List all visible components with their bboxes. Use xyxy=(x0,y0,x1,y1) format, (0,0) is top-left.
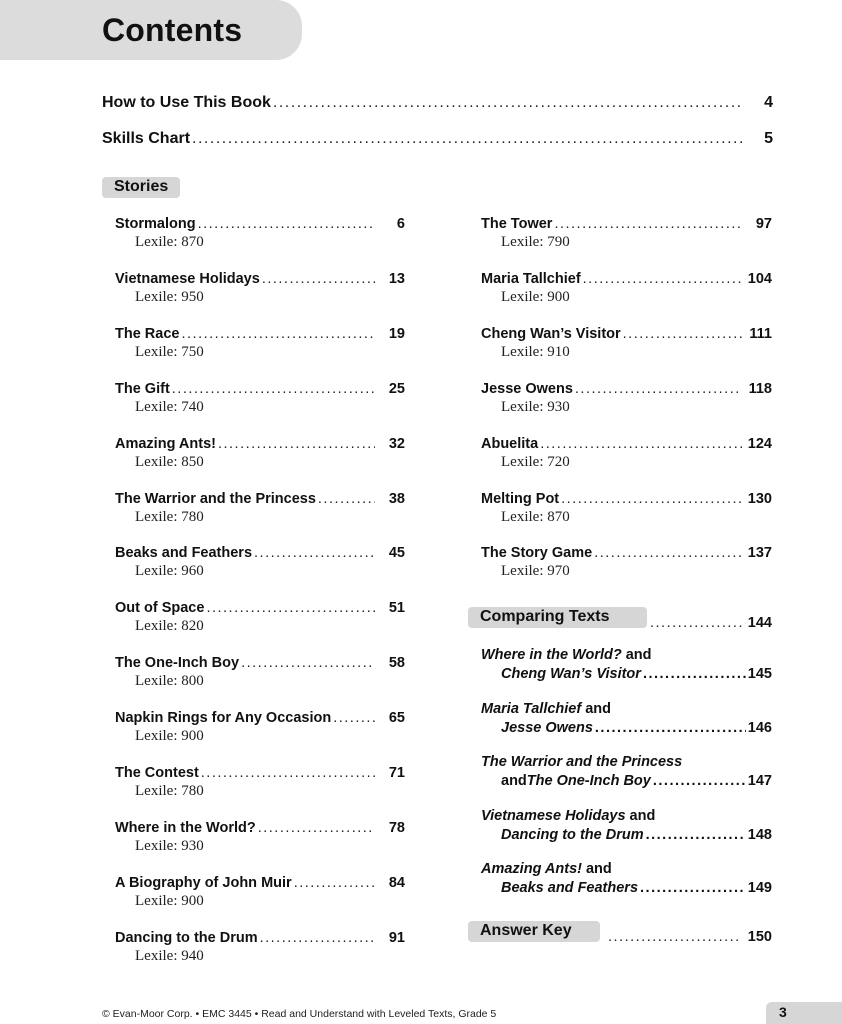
story-page: 137 xyxy=(747,545,772,562)
story-entry-row xyxy=(115,381,405,397)
dot-leader xyxy=(650,615,742,631)
dot-leader xyxy=(583,271,742,287)
comparing-line-2 xyxy=(481,773,772,789)
dot-leader xyxy=(254,545,375,561)
story-entry-row xyxy=(481,436,772,452)
story-entry-row xyxy=(481,381,772,397)
comparing-line-1 xyxy=(481,754,772,770)
comparing-line-2 xyxy=(481,720,772,736)
dot-leader xyxy=(181,326,375,342)
comparing-entry[interactable] xyxy=(481,701,772,736)
dot-leader xyxy=(206,600,375,616)
lexile-level: Lexile: 780 xyxy=(135,783,204,799)
story-entry-row xyxy=(115,600,405,616)
story-page: 111 xyxy=(749,325,772,342)
text-title-a: Amazing Ants! xyxy=(481,861,582,878)
dot-leader xyxy=(646,827,746,843)
lexile-level: Lexile: 900 xyxy=(135,728,204,745)
story-title: Cheng Wan’s Visitor xyxy=(481,325,621,342)
story-title: The One-Inch Boy xyxy=(115,655,240,672)
story-entry-row xyxy=(115,820,405,836)
text-title-a: Maria Tallchief xyxy=(481,700,582,717)
story-title: The Gift xyxy=(115,380,170,397)
comparing-line-1 xyxy=(481,647,772,663)
lexile-level: Lexile: 960 xyxy=(135,563,204,580)
story-entry[interactable] xyxy=(481,271,772,306)
lexile-level: Lexile: 900 xyxy=(135,892,204,909)
story-title: Maria Tallchief xyxy=(481,270,581,287)
dot-leader xyxy=(258,820,375,836)
conjunction: and xyxy=(501,773,527,790)
story-entry-row xyxy=(115,216,405,232)
story-page: 51 xyxy=(388,600,405,617)
story-page: 58 xyxy=(388,655,405,672)
lexile-level: Lexile: 740 xyxy=(135,398,204,415)
story-entry[interactable] xyxy=(481,326,772,361)
comparing-entry[interactable] xyxy=(481,808,772,843)
story-title: The Story Game xyxy=(481,545,593,562)
lexile-level: Lexile: 970 xyxy=(501,563,570,580)
comparing-entry[interactable] xyxy=(481,647,772,682)
footer-copyright: © Evan-Moor Corp. • EMC 3445 • Read and Understand with Leveled Texts, Grade 5 xyxy=(102,1008,497,1020)
story-entry[interactable] xyxy=(115,655,405,690)
lexile-level: Lexile: 870 xyxy=(501,508,570,525)
story-entry[interactable] xyxy=(115,600,405,635)
conjunction: and xyxy=(625,807,656,824)
comparing-line-2 xyxy=(481,827,772,843)
story-entry[interactable] xyxy=(115,381,405,416)
lexile-level: Lexile: 930 xyxy=(135,837,204,854)
toc-entry-title: How to Use This Book xyxy=(102,94,271,111)
story-entry-row xyxy=(481,216,772,232)
story-page: 71 xyxy=(388,765,405,781)
story-title: Jesse Owens xyxy=(481,380,573,397)
story-title: A Biography of John Muir xyxy=(115,874,292,891)
story-title: Where in the World? xyxy=(115,819,256,836)
dot-leader xyxy=(218,436,375,452)
dot-leader xyxy=(333,710,375,726)
lexile-level: Lexile: 820 xyxy=(135,618,204,635)
text-title-b: The One-Inch Boy xyxy=(526,773,651,790)
comparing-page: 147 xyxy=(747,773,772,790)
dot-leader xyxy=(608,929,742,945)
story-title: Abuelita xyxy=(481,435,539,452)
page-number: 3 xyxy=(779,1004,787,1020)
story-page: 78 xyxy=(388,819,405,836)
story-page: 65 xyxy=(388,710,405,727)
story-entry-row xyxy=(115,271,405,287)
dot-leader xyxy=(241,655,375,671)
story-title: Amazing Ants! xyxy=(115,435,216,452)
toc-entry-comparing-texts[interactable] xyxy=(648,615,772,631)
lexile-level: Lexile: 930 xyxy=(501,398,570,415)
toc-entry-how-to-use[interactable] xyxy=(102,94,773,112)
story-entry-row xyxy=(115,655,405,671)
story-page: 91 xyxy=(388,929,405,946)
story-title: Out of Space xyxy=(115,600,205,617)
lexile-level: Lexile: 790 xyxy=(501,234,570,250)
section-label-comparing-texts: Comparing Texts xyxy=(468,607,647,628)
story-entry-row xyxy=(115,930,405,946)
comparing-line-1 xyxy=(481,861,772,877)
story-entry-row xyxy=(115,491,405,507)
story-entry[interactable] xyxy=(115,545,405,580)
story-entry-row xyxy=(115,765,405,781)
story-page: 6 xyxy=(396,216,405,232)
page-number-tab xyxy=(766,1002,842,1024)
dot-leader xyxy=(318,491,375,507)
story-entry-row xyxy=(481,326,772,342)
comparing-line-2 xyxy=(481,880,772,896)
toc-entry-page: 4 xyxy=(764,94,773,111)
dot-leader xyxy=(595,720,746,736)
story-title: Vietnamese Holidays xyxy=(115,270,260,287)
dot-leader xyxy=(623,326,742,342)
story-page: 32 xyxy=(388,435,405,452)
text-title-b: Beaks and Feathers xyxy=(501,880,639,897)
story-page: 84 xyxy=(388,874,405,891)
text-title-b: Dancing to the Drum xyxy=(501,826,644,843)
toc-entry-page: 150 xyxy=(747,929,772,945)
text-title-a: Where in the World? xyxy=(481,647,622,663)
story-entry-row xyxy=(115,710,405,726)
story-page: 124 xyxy=(747,435,772,452)
story-entry[interactable] xyxy=(481,436,772,471)
page-title: Contents xyxy=(102,12,243,48)
story-entry[interactable] xyxy=(115,930,405,965)
story-entry[interactable] xyxy=(115,271,405,306)
story-page: 97 xyxy=(755,216,772,232)
story-title: The Warrior and the Princess xyxy=(115,490,316,507)
toc-entry-page: 144 xyxy=(747,615,772,631)
story-page: 25 xyxy=(388,380,405,397)
story-entry[interactable] xyxy=(481,491,772,526)
text-title-b: Cheng Wan’s Visitor xyxy=(501,666,641,682)
dot-leader xyxy=(643,666,746,682)
story-title: Beaks and Feathers xyxy=(115,545,253,562)
lexile-level: Lexile: 900 xyxy=(501,288,570,305)
lexile-level: Lexile: 780 xyxy=(135,508,204,525)
dot-leader xyxy=(653,773,746,789)
lexile-level: Lexile: 940 xyxy=(135,947,204,964)
comparing-entry[interactable] xyxy=(481,754,772,789)
lexile-level: Lexile: 720 xyxy=(501,453,570,470)
story-page: 130 xyxy=(747,490,772,507)
story-entry-row xyxy=(115,875,405,891)
lexile-level: Lexile: 910 xyxy=(501,343,570,360)
dot-leader xyxy=(273,94,743,112)
story-title: The Contest xyxy=(115,765,199,781)
comparing-page: 146 xyxy=(747,719,772,736)
story-entry[interactable] xyxy=(115,765,405,800)
story-page: 118 xyxy=(748,380,772,397)
story-title: The Race xyxy=(115,325,180,342)
comparing-entry[interactable] xyxy=(481,861,772,896)
story-title: Napkin Rings for Any Occasion xyxy=(115,710,332,727)
story-entry[interactable] xyxy=(115,436,405,471)
story-entry[interactable] xyxy=(115,216,405,251)
section-label-answer-key: Answer Key xyxy=(468,921,600,942)
story-entry-row xyxy=(481,491,772,507)
dot-leader xyxy=(192,130,743,148)
story-entry[interactable] xyxy=(115,326,405,361)
story-page: 104 xyxy=(747,270,772,287)
story-entry[interactable] xyxy=(115,491,405,526)
story-title: Stormalong xyxy=(115,216,196,232)
comparing-page: 149 xyxy=(747,880,772,897)
dot-leader xyxy=(554,216,742,232)
story-entry[interactable] xyxy=(481,381,772,416)
toc-entry-title: Skills Chart xyxy=(102,130,191,147)
dot-leader xyxy=(594,545,742,561)
dot-leader xyxy=(172,381,375,397)
comparing-line-1 xyxy=(481,808,772,824)
comparing-page: 145 xyxy=(747,666,772,682)
story-entry[interactable] xyxy=(115,875,405,910)
story-title: The Tower xyxy=(481,216,553,232)
text-title-a: Vietnamese Holidays xyxy=(481,807,626,824)
story-page: 13 xyxy=(388,270,405,287)
story-page: 45 xyxy=(388,545,405,562)
comparing-page: 148 xyxy=(747,826,772,843)
conjunction: and xyxy=(581,861,612,878)
story-entry-row xyxy=(115,436,405,452)
dot-leader xyxy=(294,875,375,891)
dot-leader xyxy=(198,216,375,232)
lexile-level: Lexile: 750 xyxy=(135,343,204,360)
lexile-level: Lexile: 950 xyxy=(135,288,204,305)
story-entry[interactable] xyxy=(481,545,772,580)
story-page: 38 xyxy=(388,490,405,507)
lexile-level: Lexile: 800 xyxy=(135,673,204,690)
text-title-a: The Warrior and the Princess xyxy=(481,754,683,771)
lexile-level: Lexile: 870 xyxy=(135,234,204,250)
story-entry[interactable] xyxy=(481,216,772,251)
dot-leader xyxy=(260,930,375,946)
story-title: Melting Pot xyxy=(481,490,560,507)
story-entry[interactable] xyxy=(115,710,405,745)
story-page: 19 xyxy=(388,325,405,342)
comparing-line-1 xyxy=(481,701,772,717)
dot-leader xyxy=(201,765,375,781)
toc-entry-answer-key[interactable] xyxy=(606,929,772,945)
lexile-level: Lexile: 850 xyxy=(135,453,204,470)
comparing-line-2 xyxy=(481,666,772,682)
conjunction: and xyxy=(581,700,612,717)
toc-entry-skills-chart[interactable] xyxy=(102,130,773,148)
conjunction: and xyxy=(621,647,652,663)
story-entry-row xyxy=(481,271,772,287)
story-entry[interactable] xyxy=(115,820,405,855)
toc-entry-page: 5 xyxy=(764,130,773,147)
story-title: Dancing to the Drum xyxy=(115,929,258,946)
dot-leader xyxy=(262,271,375,287)
story-entry-row xyxy=(115,545,405,561)
dot-leader xyxy=(540,436,742,452)
dot-leader xyxy=(561,491,742,507)
dot-leader xyxy=(640,880,746,896)
dot-leader xyxy=(575,381,742,397)
text-title-b: Jesse Owens xyxy=(501,719,593,736)
story-entry-row xyxy=(115,326,405,342)
section-label-stories: Stories xyxy=(102,177,180,198)
story-entry-row xyxy=(481,545,772,561)
